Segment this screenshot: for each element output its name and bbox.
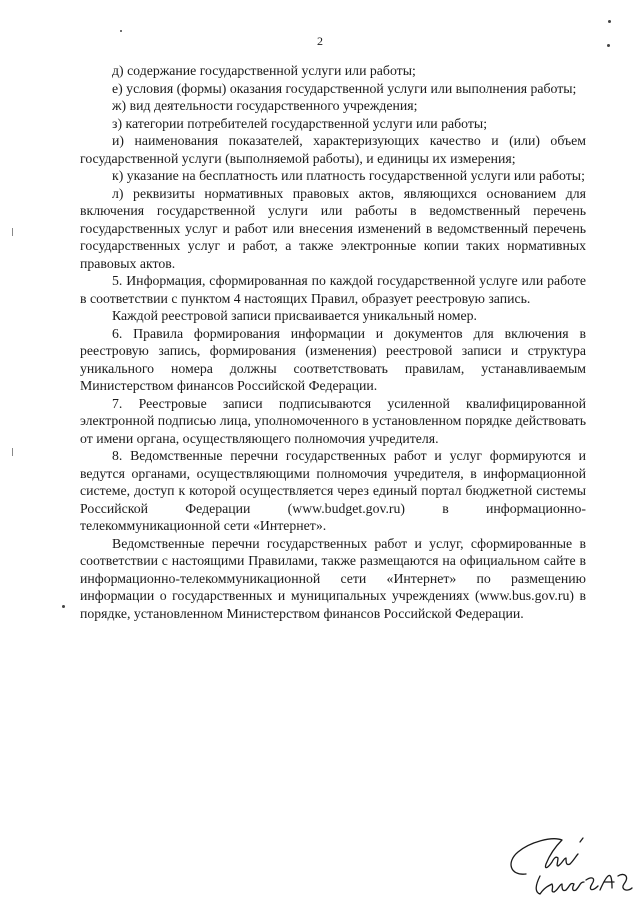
- scan-speck: [62, 605, 65, 608]
- paragraph-unique-number: Каждой реестровой записи присваивается уникальный номер.: [112, 308, 477, 323]
- paragraph-8: 8. Ведомственные перечни государственных работ и услуг формируются и ведутся органами, осуществляющими полномочия учредителя, в информационной системе, доступ к которой осуществляется через единый портал бюджетной системы Российской Федерации (www.budget.gov.ru) в информационно-телекоммуникационной сети «Интернет».: [80, 448, 586, 533]
- paragraph-7: 7. Реестровые записи подписываются усиленной квалифицированной электронной подписью лица, уполномоченного в установленном порядке действовать от имени органа, осуществляющего полномочия учредителя.: [80, 395, 586, 446]
- scan-speck: [12, 448, 13, 456]
- signature-image: [500, 828, 636, 902]
- paragraph-5: 5. Информация, сформированная по каждой государственной услуге или работе в соответствии с пунктом 4 настоящих Правил, образует реестровую запись.: [80, 273, 586, 306]
- paragraph-zh: ж) вид деятельности государственного учреждения;: [112, 98, 418, 113]
- document-body: [80, 62, 586, 622]
- page-number: 2: [317, 34, 323, 48]
- paragraph-l: л) реквизиты нормативных правовых актов, являющихся основанием для включения государственной услуги или работы в ведомственный перечень государственных услуг и работ или внесения изменений в ведомственный перечень государственных услуг и работ, а также электронные копии таких нормативных правовых актов.: [80, 185, 586, 271]
- paragraph-6: 6. Правила формирования информации и документов для включения в реестровую запись, формирования (изменения) реестровой записи и структура уникального номера должны соответствовать правилам, устанавливаемым Министерством финансов Российской Федерации.: [80, 325, 586, 393]
- scan-speck: [12, 228, 13, 236]
- paragraph-e: е) условия (формы) оказания государственной услуги или выполнения работы;: [112, 80, 577, 96]
- scan-speck: [608, 20, 611, 23]
- scan-speck: [607, 44, 610, 47]
- paragraph-i: и) наименования показателей, характеризующих качество и (или) объем государственной услуги (выполняемой работы), и единицы их измерения;: [80, 133, 586, 166]
- paragraph-k: к) указание на бесплатность или платность государственной услуги или работы;: [112, 168, 585, 183]
- paragraph-publication: Ведомственные перечни государственных работ и услуг, сформированные в соответствии с настоящими Правилами, также размещаются на официальном сайте в информационно-телекоммуникационной сети «Интернет» по размещению информации о государственных и муниципальных учреждениях (www.bus.gov.ru) в порядке, установленном Министерством финансов Российской Федерации.: [80, 535, 586, 621]
- paragraph-d: д) содержание государственной услуги или работы;: [112, 63, 416, 78]
- paragraph-z: з) категории потребителей государственной услуги или работы;: [112, 115, 488, 131]
- scan-speck: [120, 30, 122, 32]
